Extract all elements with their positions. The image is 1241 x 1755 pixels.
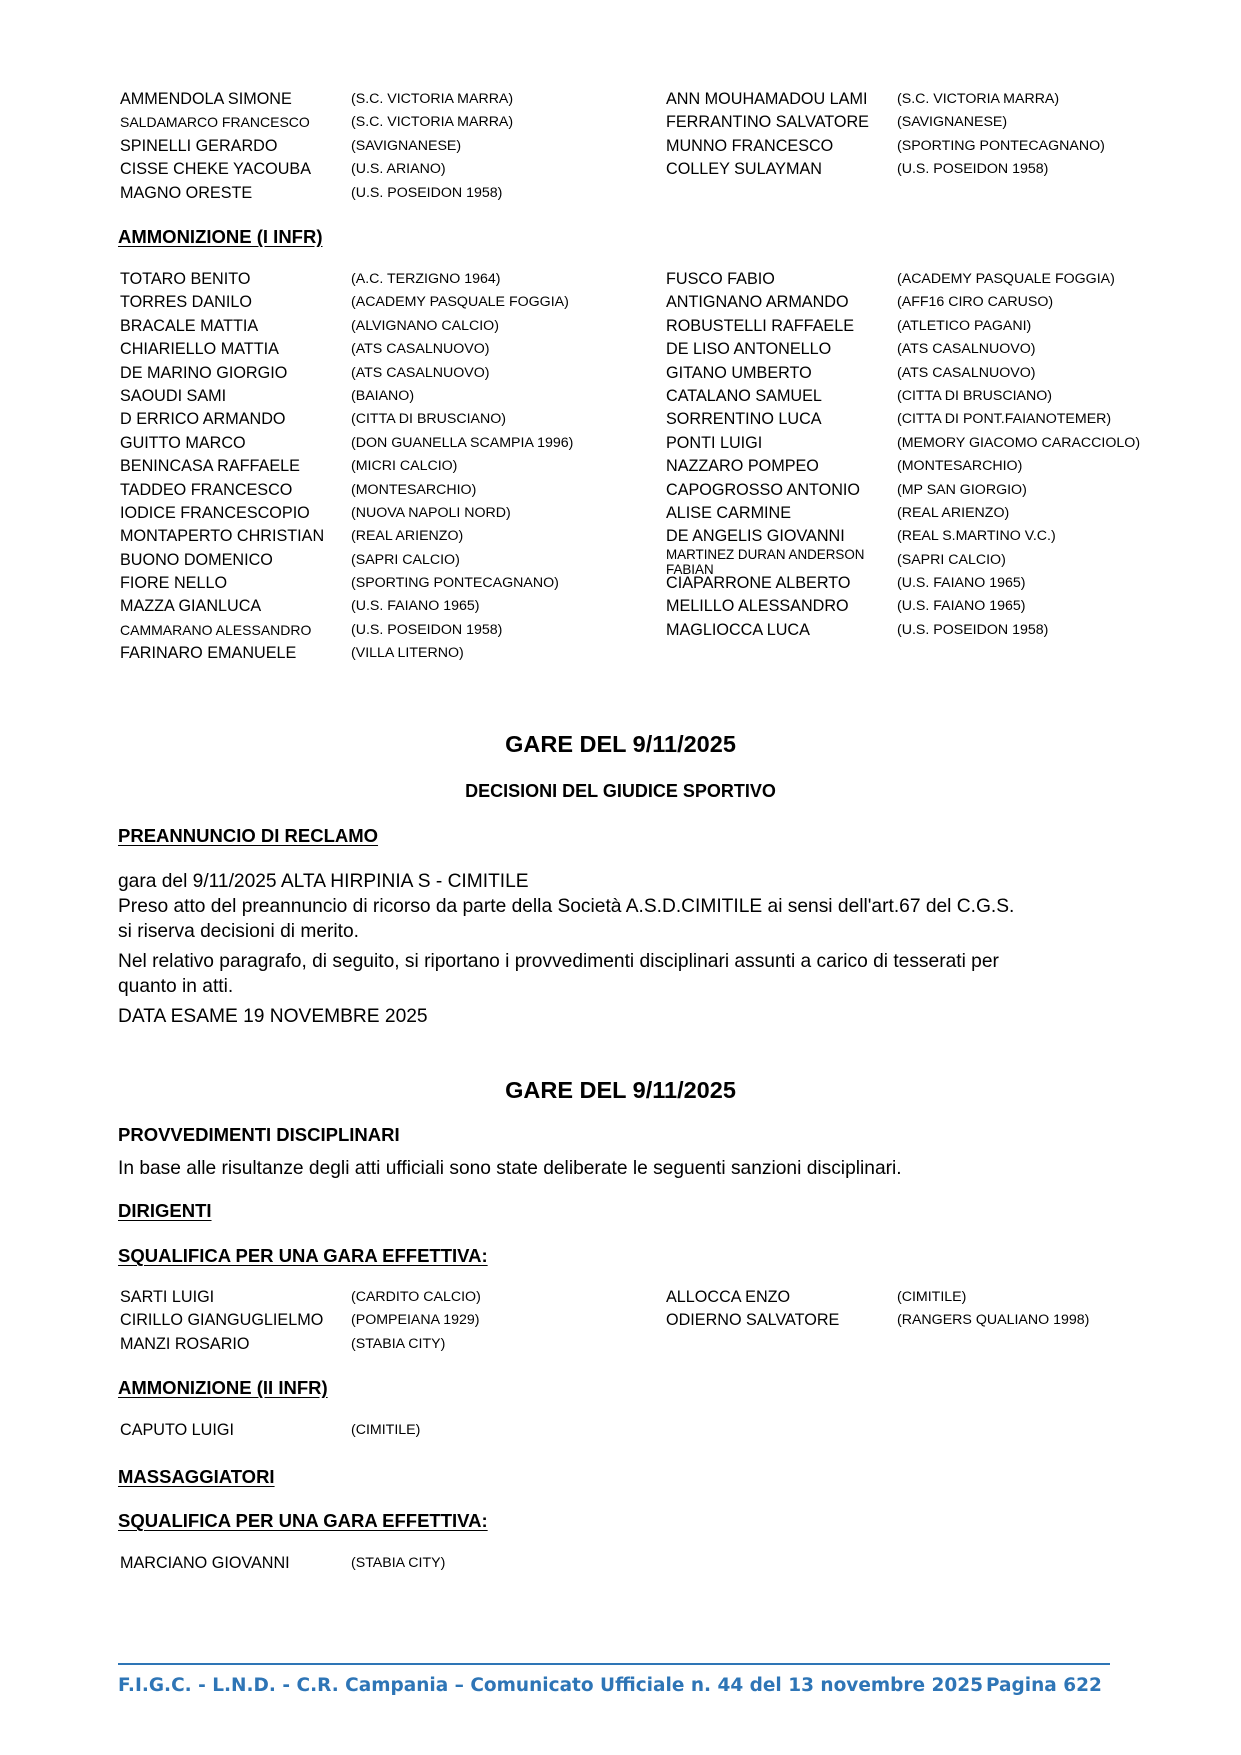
table-row [120, 1333, 1150, 1356]
team-name: (CARDITO CALCIO) [351, 1289, 481, 1305]
player-name: CAPOGROSSO ANTONIO [666, 480, 860, 499]
player-name: MONTAPERTO CHRISTIAN [120, 527, 325, 546]
table-row [120, 315, 1150, 338]
team-name: (U.S. POSEIDON 1958) [897, 161, 1049, 178]
team-name: (STABIA CITY) [351, 1335, 446, 1352]
player-name: ALLOCCA ENZO [666, 1288, 791, 1306]
player-name: BENINCASA RAFFAELE [120, 457, 300, 476]
table-row [120, 362, 1150, 385]
team-name: (MP SAN GIORGIO) [897, 481, 1027, 498]
player-name: DE MARINO GIORGIO [120, 363, 288, 382]
table-row [120, 546, 1150, 577]
section-heading-ammonizione-i: AMMONIZIONE (I INFR) [118, 226, 323, 247]
team-name: (MONTESARCHIO) [351, 481, 477, 498]
team-name: (REAL ARIENZO) [351, 528, 464, 545]
section-heading-dirigenti: DIRIGENTI [118, 1200, 212, 1221]
table-row [120, 1309, 1150, 1332]
table-row [120, 182, 1150, 205]
team-name: (ATS CASALNUOVO) [897, 364, 1036, 381]
player-name: D ERRICO ARMANDO [120, 410, 286, 429]
player-name: SARTI LUIGI [120, 1288, 215, 1306]
team-name: (A.C. TERZIGNO 1964) [351, 271, 501, 287]
squalifica-dirigenti-list [120, 1286, 1150, 1356]
section-heading-massaggiatori: MASSAGGIATORI [118, 1466, 275, 1487]
team-name: (CITTA DI PONT.FAIANOTEMER) [897, 411, 1112, 428]
team-name: (STABIA CITY) [351, 1555, 446, 1571]
player-name: MANZI ROSARIO [120, 1334, 250, 1353]
team-name: (U.S. ARIANO) [351, 161, 446, 178]
footer-divider [118, 1663, 1110, 1665]
table-row [120, 111, 1150, 134]
team-name: (ACADEMY PASQUALE FOGGIA) [351, 294, 569, 311]
gare-title-2: GARE DEL 9/11/2025 [505, 1077, 736, 1103]
team-name: (CITTA DI BRUSCIANO) [351, 411, 507, 428]
massaggiatori-list [120, 1552, 1150, 1575]
team-name: (S.C. VICTORIA MARRA) [351, 91, 514, 107]
player-name: CIAPARRONE ALBERTO [666, 574, 851, 593]
table-row [120, 1552, 1150, 1575]
reclamo-line-2: Preso atto del preannuncio di ricorso da parte della Società A.S.D.CIMITILE ai sensi dell'art.67 del C.G.S. [118, 896, 1015, 917]
table-row [120, 1419, 1150, 1442]
team-name: (VILLA LITERNO) [351, 645, 464, 662]
team-name: (ATLETICO PAGANI) [897, 317, 1032, 334]
player-name: SALDAMARCO FRANCESCO [120, 114, 310, 131]
reclamo-line-3: si riserva decisioni di merito. [118, 921, 359, 942]
player-name: FIORE NELLO [120, 574, 228, 593]
team-name: (DON GUANELLA SCAMPIA 1996) [351, 434, 574, 451]
team-name: (SPORTING PONTECAGNANO) [351, 575, 559, 592]
team-name: (U.S. POSEIDON 1958) [351, 621, 503, 638]
team-name: (MEMORY GIACOMO CARACCIOLO) [897, 434, 1141, 451]
team-name: (NUOVA NAPOLI NORD) [351, 504, 511, 521]
ammonizione-ii-list [120, 1419, 1150, 1442]
player-name: MARTINEZ DURAN ANDERSON FABIAN [666, 546, 865, 577]
table-row [120, 268, 1150, 291]
team-name: (U.S. FAIANO 1965) [897, 575, 1026, 592]
player-name: TORRES DANILO [120, 293, 252, 312]
player-name: DE LISO ANTONELLO [666, 340, 832, 359]
team-name: (MONTESARCHIO) [897, 458, 1023, 475]
player-name: FERRANTINO SALVATORE [666, 113, 869, 132]
table-row [120, 642, 1150, 665]
player-name: MARCIANO GIOVANNI [120, 1554, 290, 1572]
table-row [120, 408, 1150, 431]
player-name: CIRILLO GIANGUGLIELMO [120, 1311, 324, 1330]
player-name: ROBUSTELLI RAFFAELE [666, 316, 855, 335]
player-name: BUONO DOMENICO [120, 550, 273, 569]
section-heading-squalifica-massaggiatori: SQUALIFICA PER UNA GARA EFFETTIVA: [118, 1510, 488, 1531]
player-name: TOTARO BENITO [120, 270, 251, 288]
reclamo-line-1: gara del 9/11/2025 ALTA HIRPINIA S - CIMITILE [118, 871, 529, 892]
table-row [120, 158, 1150, 181]
player-name: CAMMARANO ALESSANDRO [120, 621, 312, 638]
player-name: MAGLIOCCA LUCA [666, 620, 810, 639]
player-name: PONTI LUIGI [666, 433, 763, 452]
top-player-list [120, 88, 1150, 205]
table-row [120, 525, 1150, 548]
team-name: (ATS CASALNUOVO) [351, 364, 490, 381]
player-name: SPINELLI GERARDO [120, 136, 278, 155]
team-name: (ATS CASALNUOVO) [351, 341, 490, 358]
table-row [120, 291, 1150, 314]
table-row [120, 385, 1150, 408]
player-name: FUSCO FABIO [666, 270, 775, 288]
team-name: (REAL ARIENZO) [897, 504, 1010, 521]
decisioni-subtitle: DECISIONI DEL GIUDICE SPORTIVO [465, 781, 776, 801]
section-heading-ammonizione-ii: AMMONIZIONE (II INFR) [118, 1377, 328, 1398]
team-name: (REAL S.MARTINO V.C.) [897, 528, 1056, 545]
player-name: SORRENTINO LUCA [666, 410, 822, 429]
team-name: (U.S. POSEIDON 1958) [351, 184, 503, 201]
section-heading-provvedimenti: PROVVEDIMENTI DISCIPLINARI [118, 1124, 400, 1145]
table-row [120, 338, 1150, 361]
table-row [120, 455, 1150, 478]
team-name: (SPORTING PONTECAGNANO) [897, 137, 1105, 154]
section-heading-preannuncio: PREANNUNCIO DI RECLAMO [118, 825, 379, 846]
table-row [120, 595, 1150, 618]
table-row [120, 479, 1150, 502]
team-name: (S.C. VICTORIA MARRA) [897, 91, 1060, 107]
data-esame: DATA ESAME 19 NOVEMBRE 2025 [118, 1006, 428, 1027]
player-name: ODIERNO SALVATORE [666, 1311, 840, 1330]
player-name: GUITTO MARCO [120, 433, 246, 452]
team-name: (U.S. FAIANO 1965) [897, 598, 1026, 615]
player-name: ALISE CARMINE [666, 503, 792, 522]
team-name: (S.C. VICTORIA MARRA) [351, 114, 514, 131]
player-name: SAOUDI SAMI [120, 386, 227, 405]
team-name: (U.S. POSEIDON 1958) [897, 621, 1049, 638]
team-name: (POMPEIANA 1929) [351, 1312, 480, 1329]
player-name: DE ANGELIS GIOVANNI [666, 527, 845, 546]
team-name: (CITTA DI BRUSCIANO) [897, 387, 1053, 404]
team-name: (AFF16 CIRO CARUSO) [897, 294, 1054, 311]
player-name: CATALANO SAMUEL [666, 386, 822, 405]
player-name: ANN MOUHAMADOU LAMI [666, 90, 868, 108]
player-name: IODICE FRANCESCOPIO [120, 503, 310, 522]
ammonizione-i-list [120, 268, 1150, 666]
player-name: MAGNO ORESTE [120, 183, 253, 202]
team-name: (CIMITILE) [351, 1422, 421, 1438]
player-name: MELILLO ALESSANDRO [666, 597, 849, 616]
player-name: BRACALE MATTIA [120, 316, 259, 335]
table-row [120, 1286, 1150, 1309]
player-name: AMMENDOLA SIMONE [120, 90, 292, 108]
player-name: CISSE CHEKE YACOUBA [120, 160, 312, 179]
team-name: (ALVIGNANO CALCIO) [351, 317, 499, 334]
team-name: (ATS CASALNUOVO) [897, 341, 1036, 358]
team-name: (BAIANO) [351, 387, 415, 404]
player-name: COLLEY SULAYMAN [666, 160, 822, 179]
player-name: CAPUTO LUIGI [120, 1421, 234, 1439]
team-name: (SAVIGNANESE) [897, 114, 1008, 131]
table-row [120, 572, 1150, 595]
reclamo-line-4: Nel relativo paragrafo, di seguito, si riportano i provvedimenti disciplinari assunti a carico di tesserati per [118, 951, 999, 972]
player-name: GITANO UMBERTO [666, 363, 812, 382]
table-row [120, 88, 1150, 111]
footer-page-number: Pagina 622 [986, 1675, 1102, 1696]
footer-text: F.I.G.C. - L.N.D. - C.R. Campania – Comunicato Ufficiale n. 44 del 13 novembre 2025 [118, 1675, 984, 1696]
team-name: (SAVIGNANESE) [351, 137, 462, 154]
player-name: ANTIGNANO ARMANDO [666, 293, 849, 312]
team-name: (RANGERS QUALIANO 1998) [897, 1312, 1090, 1329]
reclamo-line-5: quanto in atti. [118, 976, 234, 997]
team-name: (MICRI CALCIO) [351, 458, 458, 475]
table-row [120, 502, 1150, 525]
team-name: (SAPRI CALCIO) [897, 551, 1006, 568]
gare-title-1: GARE DEL 9/11/2025 [505, 731, 736, 757]
player-name: NAZZARO POMPEO [666, 457, 819, 476]
section-heading-squalifica-dirigenti: SQUALIFICA PER UNA GARA EFFETTIVA: [118, 1245, 488, 1266]
team-name: (SAPRI CALCIO) [351, 551, 460, 568]
player-name: CHIARIELLO MATTIA [120, 340, 279, 359]
table-row [120, 619, 1150, 642]
player-name: MUNNO FRANCESCO [666, 136, 834, 155]
team-name: (U.S. FAIANO 1965) [351, 598, 480, 615]
player-name: FARINARO EMANUELE [120, 644, 297, 663]
table-row [120, 135, 1150, 158]
team-name: (ACADEMY PASQUALE FOGGIA) [897, 271, 1115, 287]
table-row [120, 432, 1150, 455]
player-name: TADDEO FRANCESCO [120, 480, 293, 499]
player-name: MAZZA GIANLUCA [120, 597, 262, 616]
provvedimenti-intro: In base alle risultanze degli atti ufficiali sono state deliberate le seguenti sanzioni disciplinari. [118, 1158, 902, 1179]
team-name: (CIMITILE) [897, 1289, 967, 1305]
